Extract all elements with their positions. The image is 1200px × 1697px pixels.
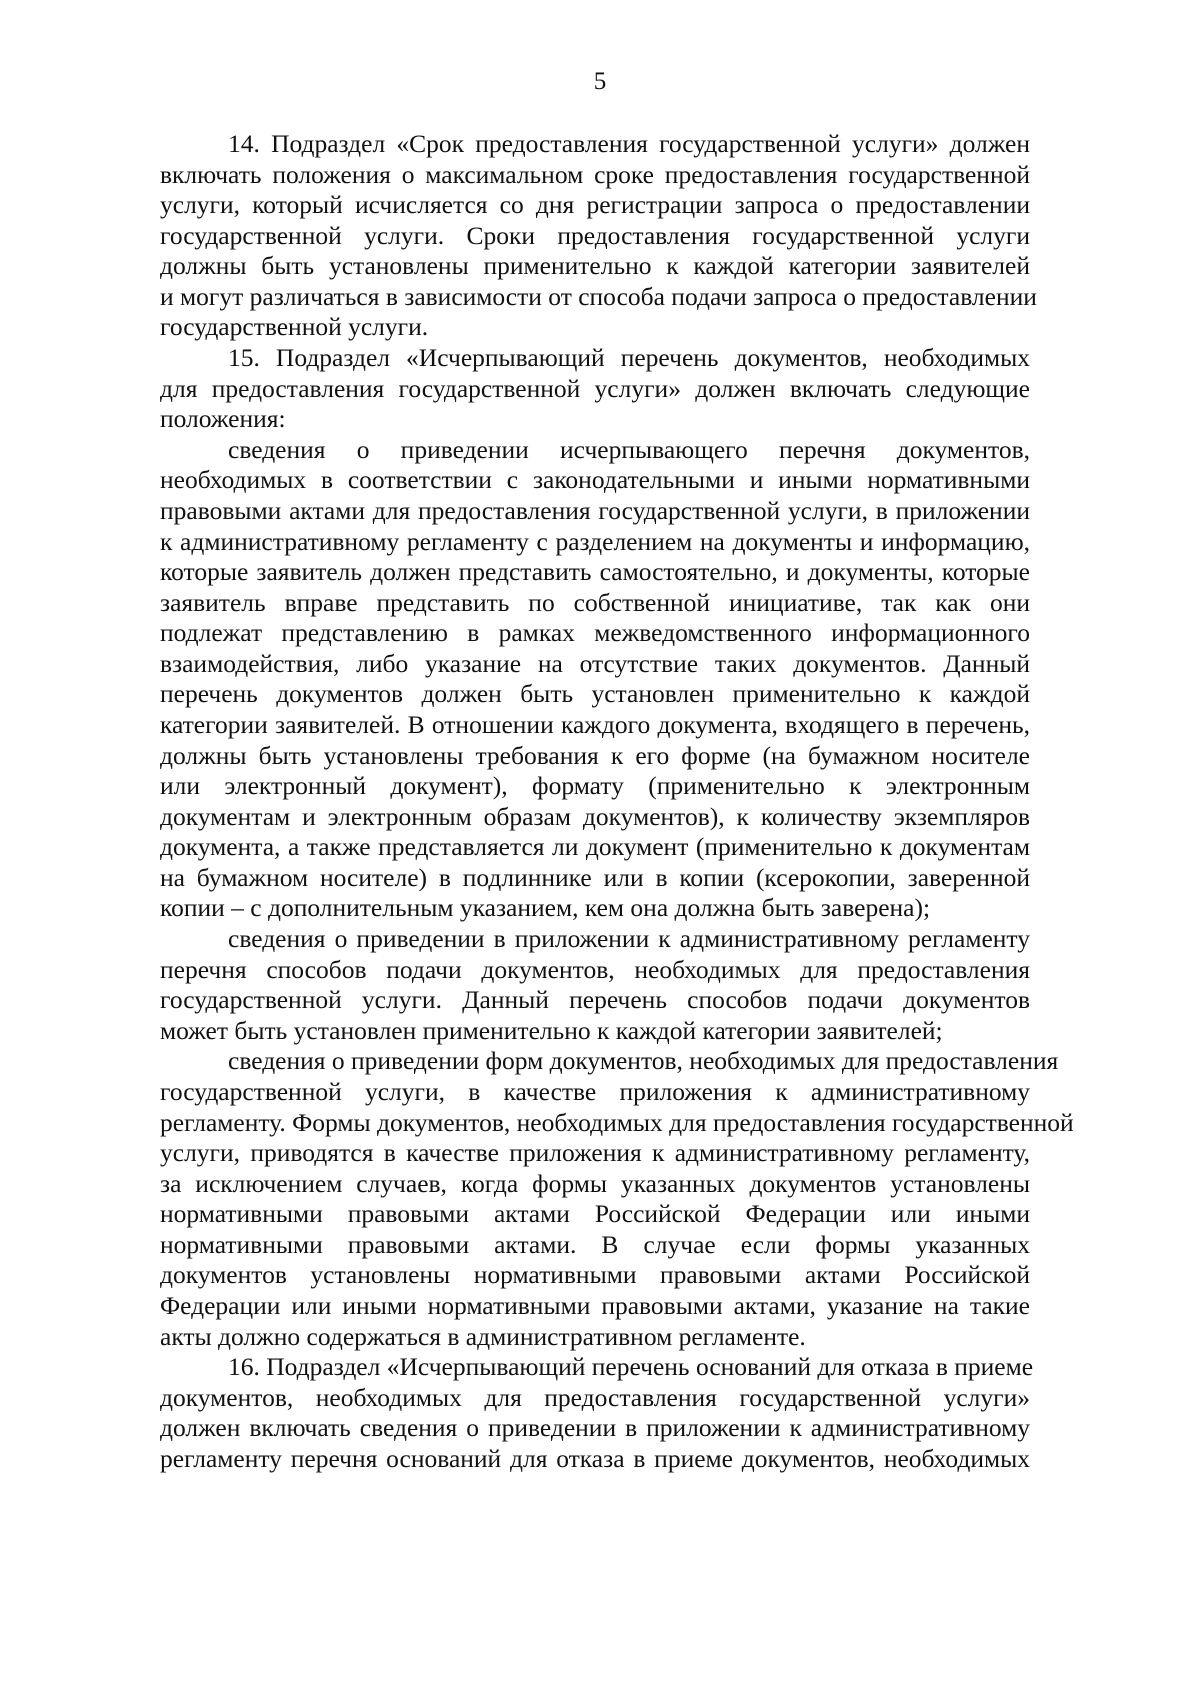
page-number: 5 [593,68,607,95]
text-line: сведения о приведении в приложении к административному регламенту [228,924,1030,954]
text-line: государственной услуги, в качестве приложения к административному [160,1076,1030,1106]
text-line: копии – с дополнительным указанием, кем она должна быть заверена); [160,893,931,923]
text-line: документов установлены нормативными правовыми актами Российской [160,1260,1030,1290]
text-line: должны быть установлены применительно к каждой категории заявителей [160,251,1030,281]
text-line: государственной услуги. Сроки предоставления государственной услуги [160,220,1030,250]
text-line: может быть установлен применительно к каждой категории заявителей; [160,1015,943,1045]
paragraph [160,1352,1034,1474]
text-line: за исключением случаев, когда формы указанных документов установлены [160,1168,1030,1198]
text-line: или электронный документ), формату (применительно к электронным [160,771,1030,801]
text-line: документа, а также представляется ли документ (применительно к документам [160,832,1030,862]
paragraph [160,435,1030,924]
text-line: Федерации или иными нормативными правовыми актами, указание на такие [160,1290,1030,1320]
text-line: для предоставления государственной услуги» должен включать следующие [160,373,1030,403]
text-line: 15. Подраздел «Исчерпывающий перечень документов, необходимых [228,343,1030,373]
text-line: услуги, который исчисляется со дня регистрации запроса о предоставлении [160,190,1030,220]
text-line: государственной услуги. [160,312,429,342]
text-line: акты должно содержаться в административном регламенте. [160,1321,806,1351]
text-line: регламенту перечня оснований для отказа в приеме документов, необходимых [160,1443,1030,1473]
paragraph [160,129,1037,343]
text-line: к административному регламенту с разделением на документы и информацию, [160,526,1030,556]
text-line: подлежат представлению в рамках межведомственного информационного [160,618,1030,648]
text-line: должен включать сведения о приведении в приложении к административному [160,1413,1030,1443]
text-line: документов, необходимых для предоставления государственной услуги» [160,1382,1030,1412]
text-line: включать положения о максимальном сроке предоставления государственной [160,159,1030,189]
document-body [160,129,1074,1474]
text-line: и могут различаться в зависимости от способа подачи запроса о предоставлении [160,281,1037,311]
text-line: должны быть установлены требования к его форме (на бумажном носителе [160,740,1030,770]
text-line: взаимодействия, либо указание на отсутствие таких документов. Данный [160,648,1030,678]
text-line: документам и электронным образам документов), к количеству экземпляров [160,801,1030,831]
text-line: необходимых в соответствии с законодательными и иными нормативными [160,465,1030,495]
text-line: перечень документов должен быть установлен применительно к каждой [160,679,1030,709]
paragraph [160,924,1030,1046]
text-line: услуги, приводятся в качестве приложения к административному регламенту, [160,1138,1030,1168]
text-line: категории заявителей. В отношении каждого документа, входящего в перечень, [160,709,1030,739]
text-line: 16. Подраздел «Исчерпывающий перечень оснований для отказа в приеме [228,1352,1034,1382]
text-line: на бумажном носителе) в подлиннике или в копии (ксерокопии, заверенной [160,862,1030,892]
text-line: сведения о приведении исчерпывающего перечня документов, [228,434,1030,464]
text-line: государственной услуги. Данный перечень способов подачи документов [160,985,1030,1015]
text-line: перечня способов подачи документов, необходимых для предоставления [160,954,1030,984]
paragraph [160,343,1030,435]
text-line: заявитель вправе представить по собственной инициативе, так как они [160,587,1030,617]
text-line: 14. Подраздел «Срок предоставления государственной услуги» должен [228,129,1030,158]
text-line: регламенту. Формы документов, необходимых для предоставления государственной [160,1107,1074,1137]
text-line: нормативными правовыми актами Российской Федерации или иными [160,1199,1030,1229]
paragraph [160,1046,1074,1352]
text-line: которые заявитель должен представить самостоятельно, и документы, которые [160,557,1030,587]
text-line: правовыми актами для предоставления государственной услуги, в приложении [160,495,1030,525]
text-line: положения: [160,404,286,434]
text-line: нормативными правовыми актами. В случае если формы указанных [160,1229,1030,1259]
text-line: сведения о приведении форм документов, необходимых для предоставления [228,1046,1059,1076]
